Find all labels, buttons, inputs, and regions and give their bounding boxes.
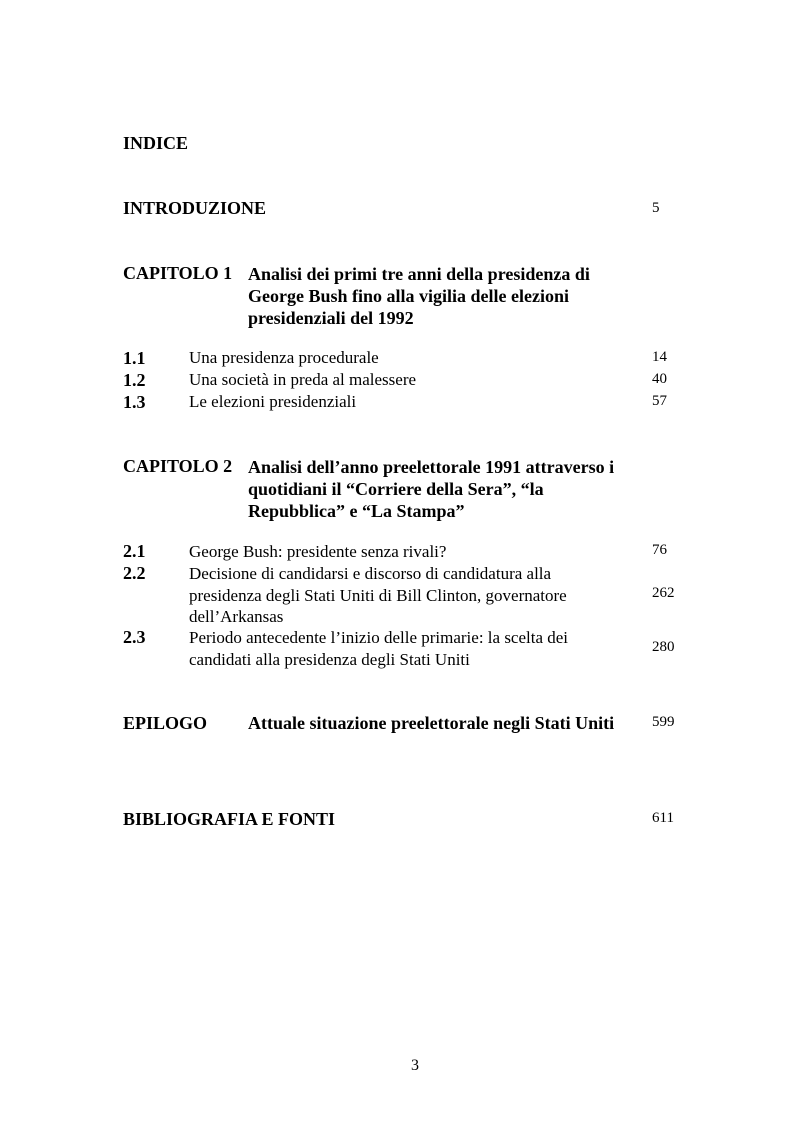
section-number: 1.3 bbox=[123, 392, 146, 412]
epilogue-title: Attuale situazione preelettorale negli Stati Uniti bbox=[248, 713, 615, 733]
introduction-page: 5 bbox=[652, 200, 660, 216]
chapter1-title-line: George Bush fino alla vigilia delle elezioni bbox=[248, 286, 569, 306]
section-title: Una società in preda al malessere bbox=[189, 370, 417, 389]
chapter2-title-line: Repubblica” e “La Stampa” bbox=[248, 501, 465, 521]
bibliography-label: BIBLIOGRAFIA E FONTI bbox=[123, 809, 336, 829]
section-title-line: Decisione di candidarsi e discorso di candidatura alla bbox=[189, 564, 552, 583]
chapter2-label: CAPITOLO 2 bbox=[123, 456, 233, 476]
section-title bbox=[189, 627, 568, 670]
section-title-line: candidati alla presidenza degli Stati Uniti bbox=[189, 649, 470, 669]
chapter2-title-line: quotidiani il “Corriere della Sera”, “la bbox=[248, 479, 544, 499]
section-number: 1.1 bbox=[123, 348, 146, 368]
section-title: George Bush: presidente senza rivali? bbox=[189, 542, 447, 561]
bibliography-page: 611 bbox=[652, 810, 674, 826]
chapter1-label: CAPITOLO 1 bbox=[123, 263, 233, 283]
chapter2-title-line: Analisi dell’anno preelettorale 1991 attraverso i bbox=[248, 457, 615, 477]
section-number: 2.3 bbox=[123, 627, 146, 647]
section-page: 57 bbox=[652, 393, 667, 409]
section-title: Una presidenza procedurale bbox=[189, 348, 379, 367]
section-title: Le elezioni presidenziali bbox=[189, 392, 357, 411]
section-number: 1.2 bbox=[123, 370, 146, 390]
section-page: 14 bbox=[652, 349, 667, 365]
section-title-line: dell’Arkansas bbox=[189, 607, 284, 626]
section-title bbox=[189, 563, 567, 628]
section-page: 40 bbox=[652, 371, 667, 387]
chapter1-title bbox=[248, 263, 590, 329]
epilogue-label: EPILOGO bbox=[123, 713, 208, 733]
section-page: 262 bbox=[652, 585, 675, 601]
chapter1-title-line: Analisi dei primi tre anni della presidenza di bbox=[248, 264, 590, 284]
section-page: 280 bbox=[652, 639, 675, 655]
toc-heading: INDICE bbox=[123, 133, 189, 153]
section-title-line: Periodo antecedente l’inizio delle primarie: la scelta dei bbox=[189, 628, 569, 647]
chapter2-title bbox=[248, 456, 614, 522]
epilogue-page: 599 bbox=[652, 714, 675, 730]
section-number: 2.1 bbox=[123, 541, 146, 561]
section-number: 2.2 bbox=[123, 563, 146, 583]
introduction-label: INTRODUZIONE bbox=[123, 198, 267, 218]
page-number: 3 bbox=[411, 1057, 419, 1074]
section-title-line: presidenza degli Stati Uniti di Bill Clinton, governatore bbox=[189, 585, 567, 605]
chapter1-title-line: presidenziali del 1992 bbox=[248, 308, 414, 328]
section-page: 76 bbox=[652, 542, 667, 558]
